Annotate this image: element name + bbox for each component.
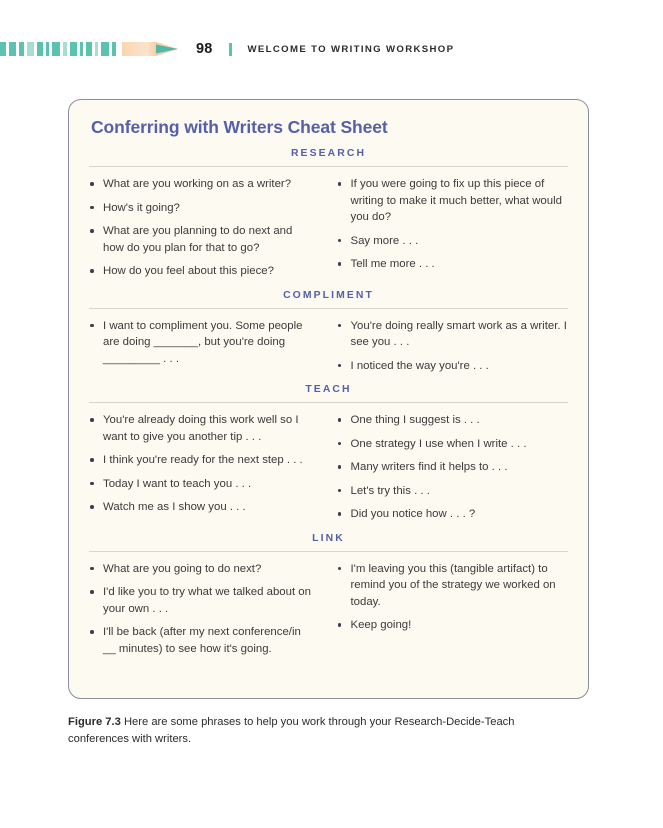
list-item: You're doing really smart work as a writer. I see you . . .: [337, 318, 569, 351]
list-item: One strategy I use when I write . . .: [337, 436, 569, 453]
section-divider: [89, 551, 568, 552]
running-head: [0, 36, 663, 62]
list-item: I noticed the way you're . . .: [337, 358, 569, 375]
phrase-list: [89, 318, 315, 368]
section-divider: [89, 308, 568, 309]
column-left: [89, 176, 329, 280]
figure-label: Figure 7.3: [68, 716, 121, 728]
list-item: How do you feel about this piece?: [89, 263, 315, 280]
list-item: What are you going to do next?: [89, 561, 315, 578]
section-compliment: [89, 290, 568, 375]
list-item: Say more . . .: [337, 233, 569, 250]
list-item: I'd like you to try what we talked about on your own . . .: [89, 584, 315, 617]
list-item: I want to compliment you. Some people are doing _______, but you're doing _________ . . .: [89, 318, 315, 368]
phrase-list: [89, 561, 315, 658]
list-item: One thing I suggest is . . .: [337, 412, 569, 429]
card-title: Conferring with Writers Cheat Sheet: [91, 117, 388, 137]
phrase-list: [89, 176, 315, 280]
section-heading: LINK: [312, 532, 345, 544]
column-right: [329, 561, 569, 634]
column-left: [89, 412, 329, 516]
running-head-title: WELCOME TO WRITING WORKSHOP: [247, 43, 455, 55]
list-item: How's it going?: [89, 200, 315, 217]
phrase-list: [89, 412, 315, 516]
list-item: Watch me as I show you . . .: [89, 499, 315, 516]
list-item: Today I want to teach you . . .: [89, 476, 315, 493]
section-divider: [89, 166, 568, 167]
list-item: Let's try this . . .: [337, 483, 569, 500]
pencil-icon: [0, 42, 178, 56]
section-divider: [89, 402, 568, 403]
section-columns: [89, 412, 568, 523]
column-right: [329, 412, 569, 523]
phrase-list: [337, 561, 569, 634]
column-left: [89, 318, 329, 368]
cheat-sheet-card: [68, 99, 589, 699]
list-item: Tell me more . . .: [337, 256, 569, 273]
list-item: Keep going!: [337, 617, 569, 634]
list-item: I'll be back (after my next conference/in __ minutes) to see how it's going.: [89, 624, 315, 657]
section-heading: TEACH: [305, 384, 352, 395]
figure-caption-text: Here are some phrases to help you work through your Research-Decide-Teach conferences with writers.: [68, 716, 515, 745]
section-research: [89, 148, 568, 280]
list-item: Many writers find it helps to . . .: [337, 459, 569, 476]
list-item: You're already doing this work well so I want to give you another tip . . .: [89, 412, 315, 445]
column-left: [89, 561, 329, 658]
phrase-list: [337, 318, 569, 375]
sections-container: [89, 148, 568, 657]
page-number: 98: [196, 41, 213, 57]
list-item: What are you planning to do next and how do you plan for that to go?: [89, 223, 315, 256]
phrase-list: [337, 412, 569, 523]
section-teach: [89, 384, 568, 523]
list-item: What are you working on as a writer?: [89, 176, 315, 193]
column-right: [329, 318, 569, 375]
list-item: I'm leaving you this (tangible artifact) to remind you of the strategy we worked on today.: [337, 561, 569, 611]
list-item: I think you're ready for the next step . . .: [89, 452, 315, 469]
phrase-list: [337, 176, 569, 273]
section-heading: COMPLIMENT: [283, 289, 374, 301]
section-heading: RESEARCH: [290, 148, 367, 159]
section-link: [89, 533, 568, 658]
section-columns: [89, 176, 568, 280]
section-columns: [89, 318, 568, 375]
list-item: Did you notice how . . . ?: [337, 506, 569, 523]
list-item: If you were going to fix up this piece of writing to make it much better, what would you do?: [337, 176, 569, 226]
section-columns: [89, 561, 568, 658]
column-right: [329, 176, 569, 273]
header-separator: [229, 43, 232, 56]
figure-caption: [68, 714, 568, 748]
